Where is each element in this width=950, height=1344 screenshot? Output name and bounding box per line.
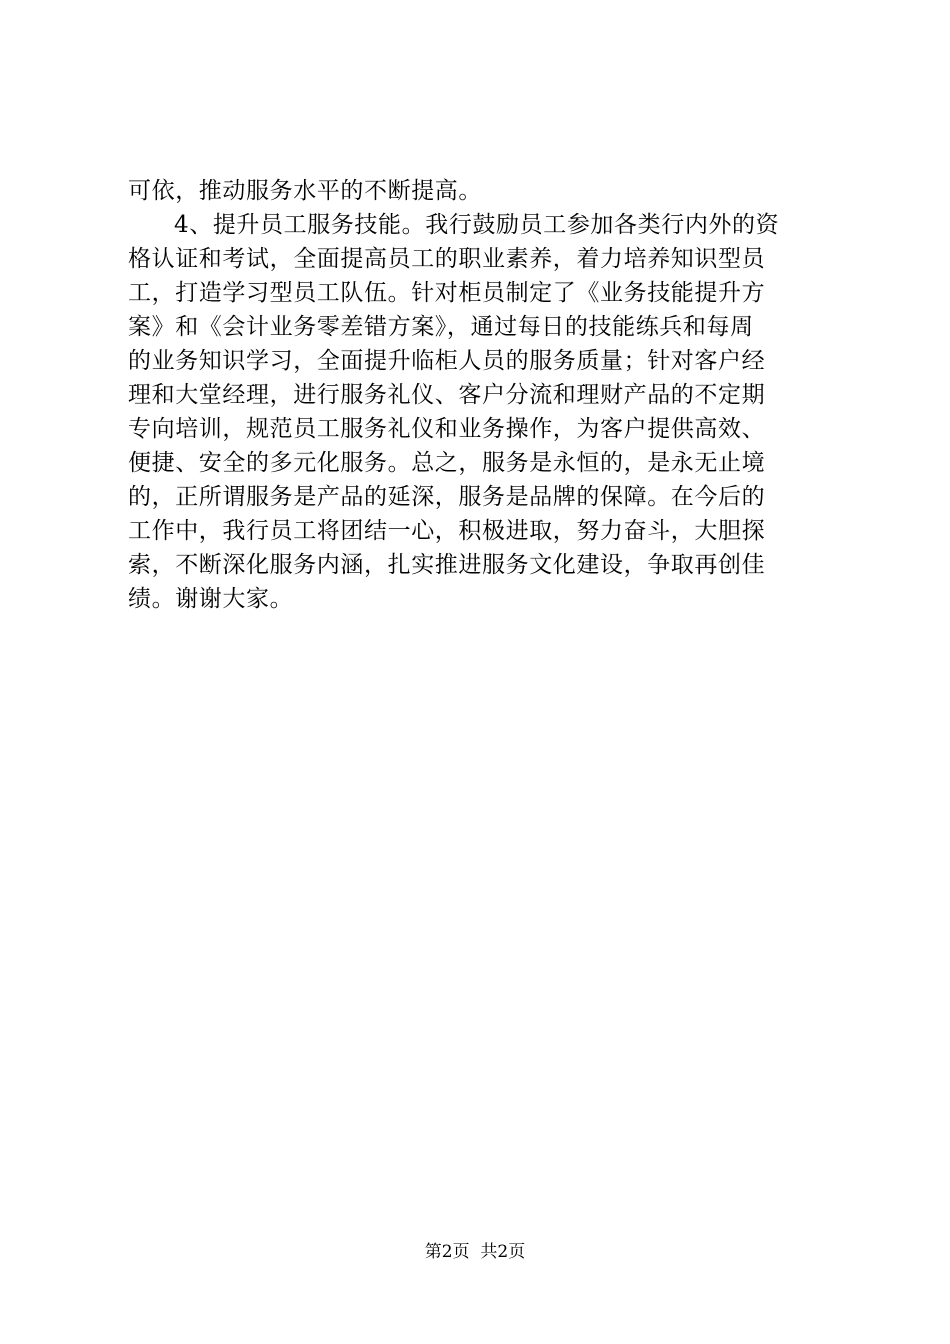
body-line-8: 专向培训，规范员工服务礼仪和业务操作，为客户提供高效、 [128, 416, 766, 442]
body-line-3: 格认证和考试，全面提高员工的职业素养，着力培养知识型员 [128, 246, 766, 272]
body-line-9: 便捷、安全的多元化服务。总之，服务是永恒的，是永无止境 [128, 450, 766, 476]
body-line-2: 4、提升员工服务技能。我行鼓励员工参加各类行内外的资 [174, 212, 780, 238]
document-body [128, 174, 838, 616]
body-line-13: 绩。谢谢大家。 [128, 586, 294, 612]
body-line-12: 索，不断深化服务内涵，扎实推进服务文化建设，争取再创佳 [128, 552, 766, 578]
body-line-10: 的，正所谓服务是产品的延深，服务是品牌的保障。在今后的 [128, 484, 766, 510]
body-line-5: 案》和《会计业务零差错方案》，通过每日的技能练兵和每周 [128, 314, 754, 340]
body-line-7: 理和大堂经理，进行服务礼仪、客户分流和理财产品的不定期 [128, 382, 766, 408]
body-line-4: 工，打造学习型员工队伍。针对柜员制定了《业务技能提升方 [128, 280, 766, 306]
page-footer: 第2页 共2页 [424, 1242, 526, 1262]
body-line-1: 可依，推动服务水平的不断提高。 [128, 178, 482, 204]
body-line-6: 的业务知识学习，全面提升临柜人员的服务质量；针对客户经 [128, 348, 766, 374]
body-line-11: 工作中，我行员工将团结一心，积极进取，努力奋斗，大胆探 [128, 518, 766, 544]
